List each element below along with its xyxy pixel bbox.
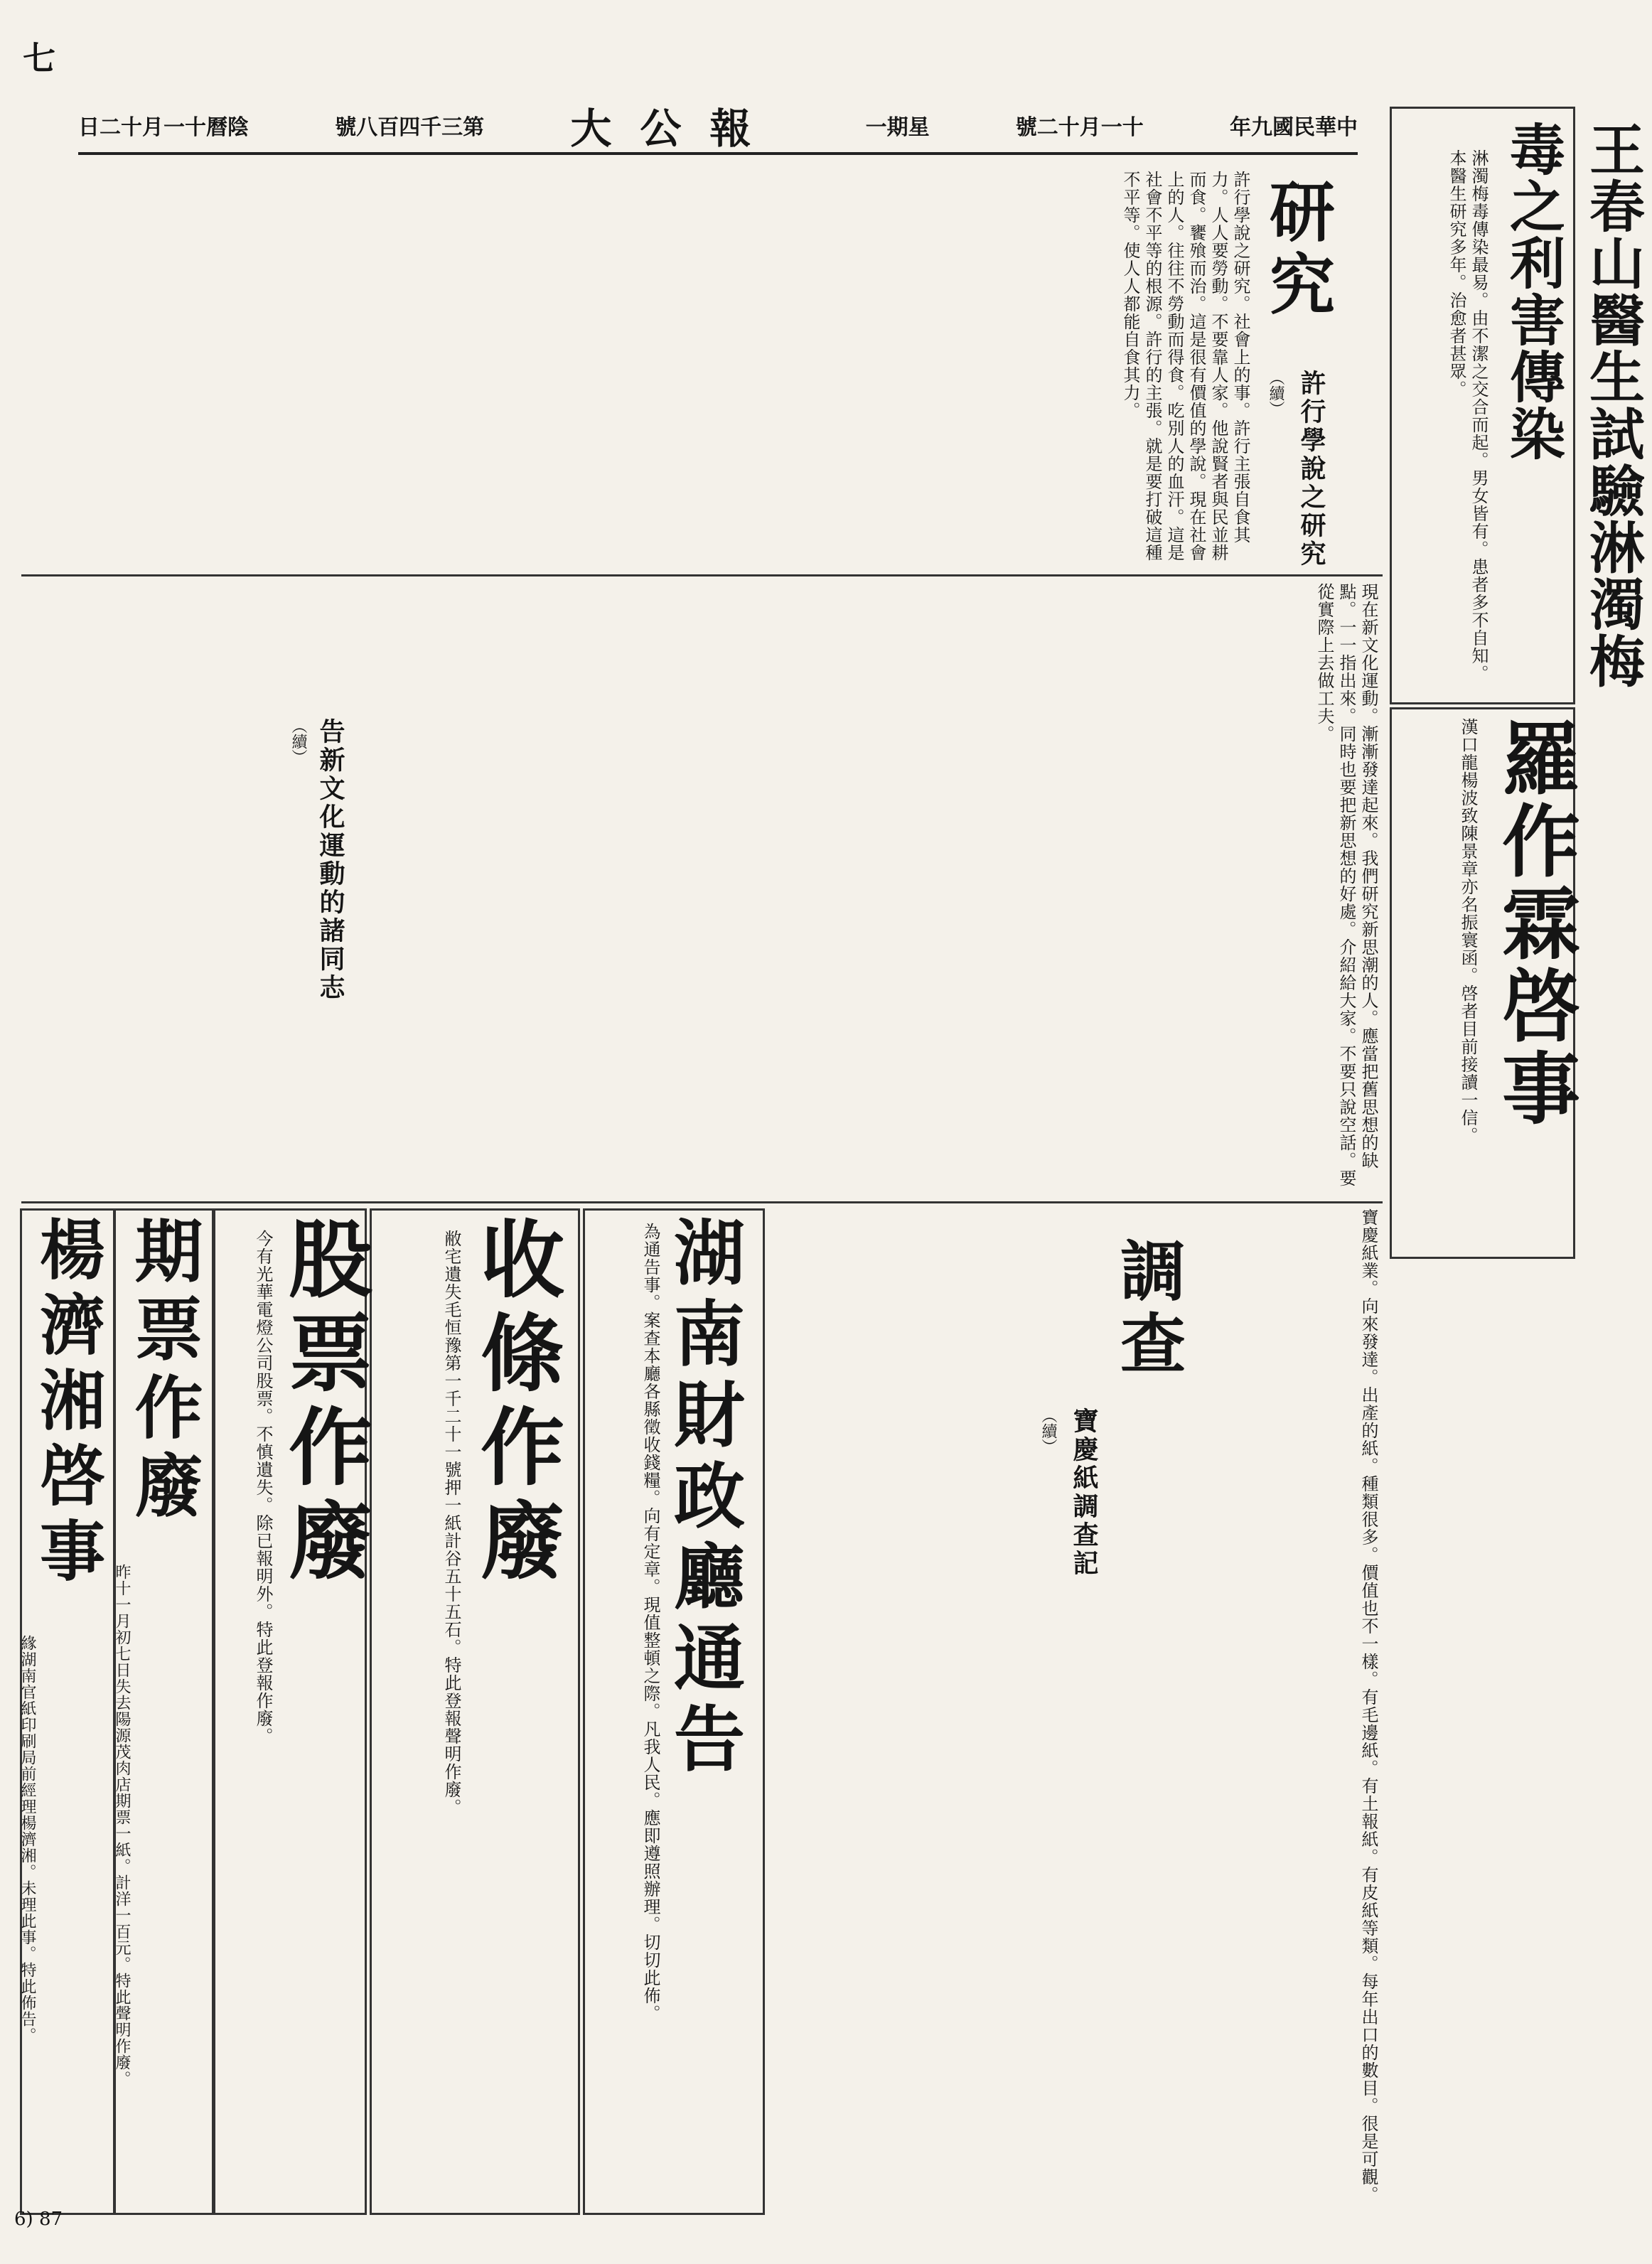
article-title-survey: 寶慶紙調查記 <box>1069 1407 1099 1578</box>
article-body-research: 許行學說之研究。社會上的事。許行主張自食其力。人人要勞動。不要靠人家。他說賢者與民並耕而食。饔飱而治。這是很有價值的學說。現在社會上的人。往往不勞動而得食。吃別人的血汗。這是社會不平等的根源。許行的主張。就是要打破這種不平等。使人人都能自食其力。 <box>1120 171 1250 562</box>
ad-title-receipt: 收條作廢 <box>466 1216 565 1591</box>
ad-title-luo: 羅作霖啓事 <box>1489 718 1581 1130</box>
section-heading-research: 研究 <box>1259 178 1336 323</box>
article-body-second-band: 現在新文化運動。漸漸發達起來。我們研究新思潮的人。應當把舊思想的缺點。一一指出來。同時也要把新思想的好處。介紹給大家。不要只說空話。要從實際上去做工夫。 <box>1314 583 1378 1187</box>
divider-2 <box>21 1201 1383 1203</box>
ad-body-wang: 淋濁梅毒傳染最易。由不潔之交合而起。男女皆有。患者多不自知。本醫生研究多年。治愈者甚眾。 <box>1447 149 1489 682</box>
page-number: 七 <box>23 39 55 77</box>
ad-title-note: 期票作廢 <box>124 1216 204 1528</box>
year: 年九國民華中 <box>1229 115 1358 140</box>
article-byline-research: （續） <box>1267 370 1284 417</box>
masthead <box>78 98 1358 155</box>
paper-name: 大公報 <box>570 104 780 153</box>
divider-1 <box>21 574 1383 576</box>
issue-number: 號八百四千三第 <box>335 115 485 140</box>
article-byline-new-culture: （續） <box>289 718 307 765</box>
article-body-survey: 寶慶紙業。向來發達。出產的紙。種類很多。價值也不一樣。有毛邊紙。有土報紙。有皮紙等類。每年出口的數目。很是可觀。 <box>1358 1208 1378 2204</box>
ad-body-stock: 今有光華電燈公司股票。不慎遺失。除已報明外。特此登報作廢。 <box>253 1230 273 1745</box>
ad-title-wang: 王春山醫生試驗淋濁梅毒之利害傳染 <box>1501 121 1645 690</box>
ad-body-receipt: 敝宅遺失毛恒豫第一千二十一號押一紙計谷五十五石。特此登報聲明作廢。 <box>441 1230 461 1816</box>
ad-title-stock: 股票作廢 <box>274 1216 373 1591</box>
ad-body-luo: 漢口龍楊波致陳景章亦名振寰函。啓者目前接讀一信。 <box>1458 718 1478 1144</box>
solar-date: 號二十月一十 <box>1015 115 1144 140</box>
section-heading-survey: 調查 <box>1110 1237 1186 1382</box>
article-title-research: 許行學說之研究 <box>1297 370 1326 569</box>
ad-title-yang: 楊濟湘啓事 <box>29 1216 106 1592</box>
article-byline-survey: （續） <box>1039 1407 1057 1454</box>
weekday: 一期星 <box>865 115 930 140</box>
ad-body-hunan: 為通告事。案查本廳各縣徵收錢糧。向有定章。現值整頓之際。凡我人民。應即遵照辦理。切切此佈。 <box>640 1223 660 2022</box>
ad-title-hunan: 湖南財政廳通告 <box>662 1216 746 1783</box>
article-title-new-culture: 告新文化運動的諸同志 <box>316 718 345 1002</box>
footer-marker: 6) 87 <box>14 2209 63 2230</box>
ad-body-note: 昨十一月初七日失去陽源茂肉店期票一紙。計洋一百元。特此聲明作廢。 <box>113 1564 131 2087</box>
ad-body-yang: 緣湖南官紙印刷局前經理楊濟湘。未理此事。特此佈告。 <box>18 1635 36 2044</box>
lunar-date: 日二十月一十曆陰 <box>78 115 249 140</box>
